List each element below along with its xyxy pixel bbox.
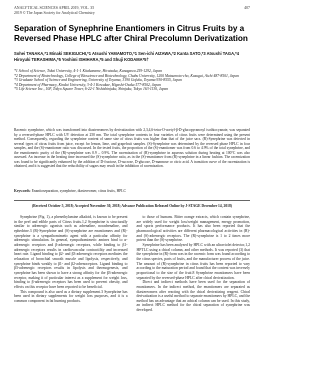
affiliation-5: *5 Life Science Inc., 10F, Tokyo Square Tower, 6-22-1 Nishishinjuku, Shinjuku, Tokyo 163-1130, Japan (14, 87, 169, 92)
received-dates: (Received October 5, 2018; Accepted November 30, 2018; Advance Publication Released Online by J-STAGE December 14, 2018) (31, 204, 233, 208)
keywords (14, 189, 250, 193)
abstract: Racemic synephrine, which was transformed into diastereomers by derivatization with 2,3,4,6-tetra-O-acetyl-β-D-glucopyranosyl isothiocyanate, was separated by a reversed-phase HPLC with UV detection at 250 nm. The total synephrine contents in four varieties of citrus fruits were determined using the present method. Consequently, regarding the synephrine content of same size of citrus fruits was higher than that of the juice sacs. (R)-Synephrine was detected in several types of citrus fruits from juice, except for lemon, lime, and grapefruit samples. (S)-Synephrine was determined by the reversed phase HPLC in four samples, and the (S)-enantiomer ratio was discussed. In the tested fruits, the proportion of the (S)-enantiomer was from 0.6 to 4.9% of the total synephrine, and the enantiomeric purity of the (R)-synephrine was 0.9 – 0.9%. The racemization of (R)-synephrine in aqueous solution during heating at 100°C was also assessed. An increase in the heating time increased the (S)-synephrine ratio, as in the (S)-enantiomer from (R)-synephrine in a linear fashion. The racemization was found to be significantly enhanced by the addition of D-fructose, D-sucrose, D-glucose, D-mannose or citric acid. A transition curve of the racemization is obtained, and it is suggested that the reducibility of sugars may result in the inhibition of racemization. (14, 128, 250, 169)
keywords-text: Enantioseparation, synephrine, diastereomer, citrus fruits, HPLC (31, 189, 126, 193)
body-paragraph: This compound is also used as a dietary supplement.3 Synephrine has been used in dietary supplements for weight loss purposes, and it is a common component in fat burning products. (14, 289, 128, 303)
keywords-label: Keywords (14, 189, 30, 193)
journal-line: ANALYTICAL SCIENCES APRIL 2019, VOL. 35 (14, 6, 95, 10)
body-left-column (14, 215, 128, 313)
affiliation-2: *2 Department of Biotechnology, College of Bioscience and Biotechnology, Chubu University, 1200 Matsumoto-cho, Kasugai, Aichi 487-8501, Japan (14, 73, 239, 78)
keywords-separator: : (29, 189, 32, 193)
copyright-line: 2019 © The Japan Society for Analytical Chemistry (14, 10, 95, 15)
section-divider (14, 200, 250, 201)
paper-title: Separation of Synephrine Enantiomers in Citrus Fruits by a Reversed Phase HPLC after Chiral Precolumn Derivatization (14, 24, 248, 43)
affiliation-4: *4 Department of Pharmacy, Kindai University, 3-4-1 Kowakae, Higashi-Osaka 577-8502, Japan (14, 82, 161, 87)
body-columns (14, 215, 250, 313)
body-paragraph: Direct and indirect methods have been used for the separation of enantiomers. In the indirect method, the enantiomers are separated as diastereomers after reacting with the chiral derivatizing reagent. Chiral derivatization is a useful method to separate enantiomers by HPLC, and the method has an advantage that an achiral column can be used. In this study, an indirect HPLC method for the chiral separation of synephrine was developed. (136, 280, 250, 313)
affiliation-3: *3 Graduate School of Science and Engineering, University of Toyama, 3190 Gofuku, Toyama 930-8555, Japan (14, 78, 182, 83)
page-number: 407 (244, 6, 250, 10)
running-head (14, 6, 250, 15)
affiliation-1: *1 School of Science, Tokai University, 4-1-1 Kitakaname, Hiratsuka, Kanagawa 259-1292, Japan (14, 69, 162, 73)
author-list: Sohei TANAKA,*1 Minaki SEKIGUCHI,*1 Atsushi YAMAMOTO,*1 Sen-ichi AIZAWA,*2 Kanta SATO,*3 Atsushi TAGA,*4 Hiroyuki TERASHIMA,*5 Yoshimi ISHIHARA,*5 and Shuji KODAMA*5† (14, 51, 240, 62)
body-right-column (137, 215, 251, 313)
body-paragraph: Synephrine has been analyzed by HPLC with an ultraviolet detector,1,2 HPTLC using a chiral column, and other methods. It was reported (3) that the synephrine in (R)-form was in the racemic form was found according to the citrus species, parts of fruits, and the manufacturer process of the juice. The amount of (R)-synephrine in citrus fruits has been reported to vary according to the maturation period and found that the content was inversely proportional to the size of the fruit.8 Synephrine enantiomers have been separated by the reversed-phase HPLC after chiral derivatization. (136, 242, 251, 280)
body-paragraph: Synephrine (Fig. 1), a phenethylamine alkaloid, is known to be present in the peel and edible parts of Citrus fruits.1,2 Synephrine is structurally similar to adrenergic agonists such as adrenaline, noradrenaline, and ephedrine.3 (R)-Synephrine and (S)-synephrine are enantiomers and (R)-synephrine is a sympathomimetic agent with a particular affinity for adrenergic stimulation. In general, sympathomimetic amines bind to α-adrenergic receptors and β-adrenergic receptors, while binding to β1-adrenergic receptors results in cardiovascular contractility and increased heart rate. Ligand binding to β2- and β3-adrenergic receptors mediates the relaxation of bronchial smooth muscle and lipolysis, respectively, and synephrine binds weakly to β1- and β2-adrenoceptors. Ligand binding to β3-adrenergic receptors results in lipolysis and thermogenesis, and synephrine has been shown to have a strong affinity for the β3-adrenergic receptor, making it of particular interest as a supplement for weight loss, binding to β-adrenergic receptors has been used to prevent obesity, and effects on this receptor have been reported to be beneficial. (14, 215, 128, 289)
affiliations (14, 69, 250, 92)
body-paragraph: to those of humans. Bitter orange extracts, which contain synephrine, are widely used for weight loss/weight management, energy promotion, and sports performance products. It has also been reported that the pharmacological activities are different pharmacological activities in (R)- and (S)-adrenergic receptors. The (R)-synephrine is 1 to 2 times more potent than the (S)-synephrine. (136, 215, 250, 243)
